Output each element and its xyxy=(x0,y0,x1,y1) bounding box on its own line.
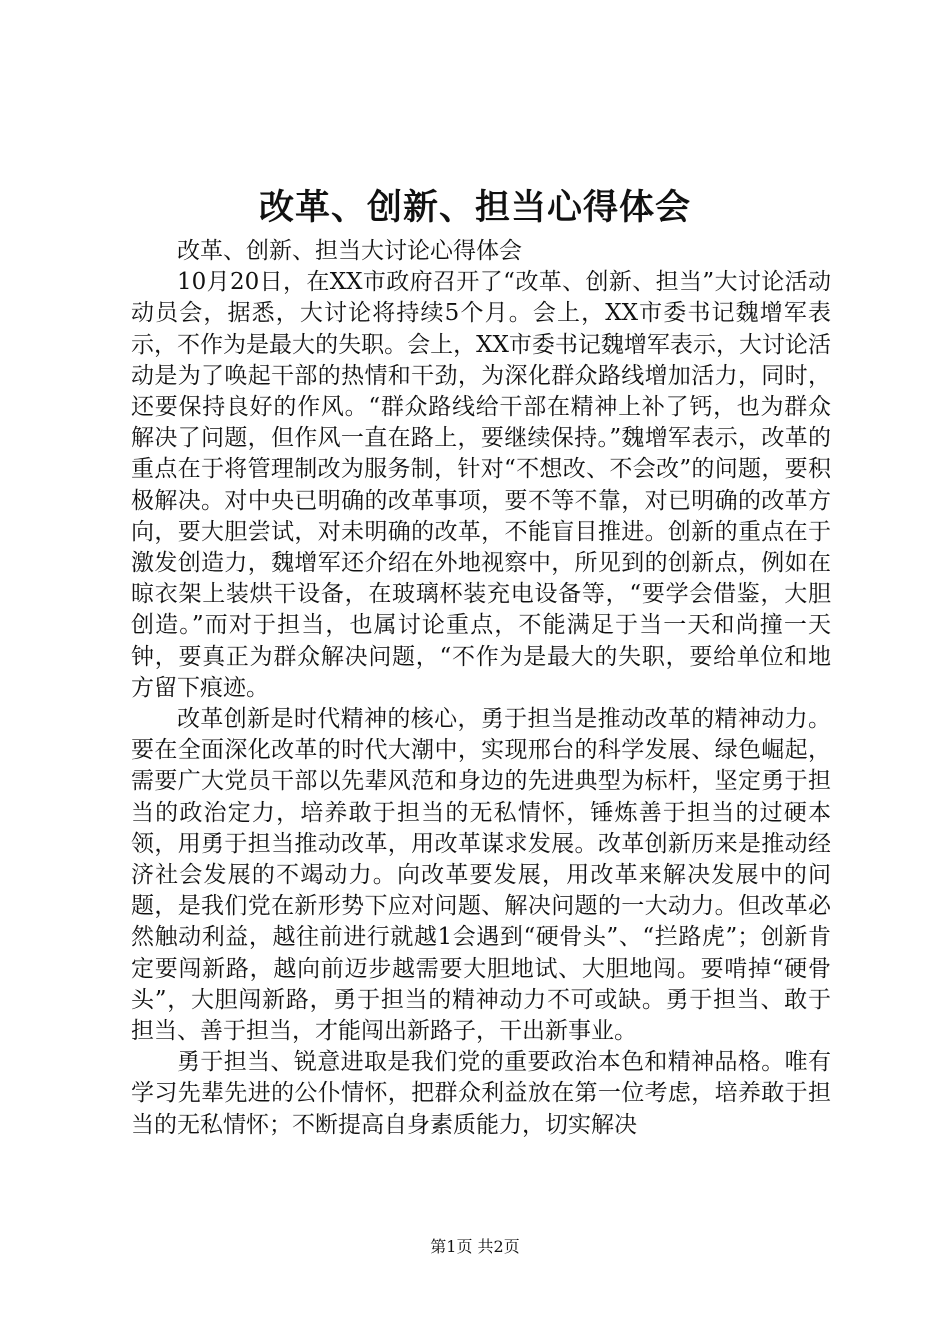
paragraph: 改革创新是时代精神的核心，勇于担当是推动改革的精神动力。要在全面深化改革的时代大潮中，实现邢台的科学发展、绿色崛起，需要广大党员干部以先辈风范和身边的先进典型为标杆，坚定勇于担当的政治定力，培养敢于担当的无私情怀，锤炼善于担当的过硬本领，用勇于担当推动改革，用改革谋求发展。改革创新历来是推动经济社会发展的不竭动力。向改革要发展，用改革来解决发展中的问题，是我们党在新形势下应对问题、解决问题的一大动力。但改革必然触动利益，越往前进行就越1会遇到“硬骨头”、“拦路虎”；创新肯定要闯新路，越向前迈步越需要大胆地试、大胆地闯。要啃掉“硬骨头”，大胆闯新路，勇于担当的精神动力不可或缺。勇于担当、敢于担当、善于担当，才能闯出新路子，干出新事业。 xyxy=(131,706,831,1045)
paragraph: 10月20日，在XX市政府召开了“改革、创新、担当”大讨论活动动员会，据悉，大讨论将持续5个月。会上，XX市委书记魏增军表示，不作为是最大的失职。会上，XX市委书记魏增军表示，大讨论活动是为了唤起干部的热情和干劲，为深化群众路线增加活力，同时，还要保持良好的作风。“群众路线给干部在精神上补了钙，也为群众解决了问题，但作风一直在路上，要继续保持。”魏增军表示，改革的重点在于将管理制改为服务制，针对“不想改、不会改”的问题，要积极解决。对中央已明确的改革事项，要不等不靠，对已明确的改革方向，要大胆尝试，对未明确的改革，不能盲目推进。创新的重点在于激发创造力，魏增军还介绍在外地视察中，所见到的创新点，例如在晾衣架上装烘干设备，在玻璃杯装充电设备等，“要学会借鉴，大胆创造。”而对于担当，也属讨论重点，不能满足于当一天和尚撞一天钟，要真正为群众解决问题，“不作为是最大的失职，要给单位和地方留下痕迹。 xyxy=(131,269,831,701)
paragraph-subtitle: 改革、创新、担当大讨论心得体会 xyxy=(177,238,522,264)
document-title: 改革、创新、担当心得体会 xyxy=(258,187,691,228)
page-number-footer: 第1页 共2页 xyxy=(430,1237,520,1256)
paragraph: 勇于担当、锐意进取是我们党的重要政治本色和精神品格。唯有学习先辈先进的公仆情怀，把群众利益放在第一位考虑，培养敢于担当的无私情怀；不断提高自身素质能力，切实解决 xyxy=(131,1049,831,1138)
document-body xyxy=(131,236,831,1141)
